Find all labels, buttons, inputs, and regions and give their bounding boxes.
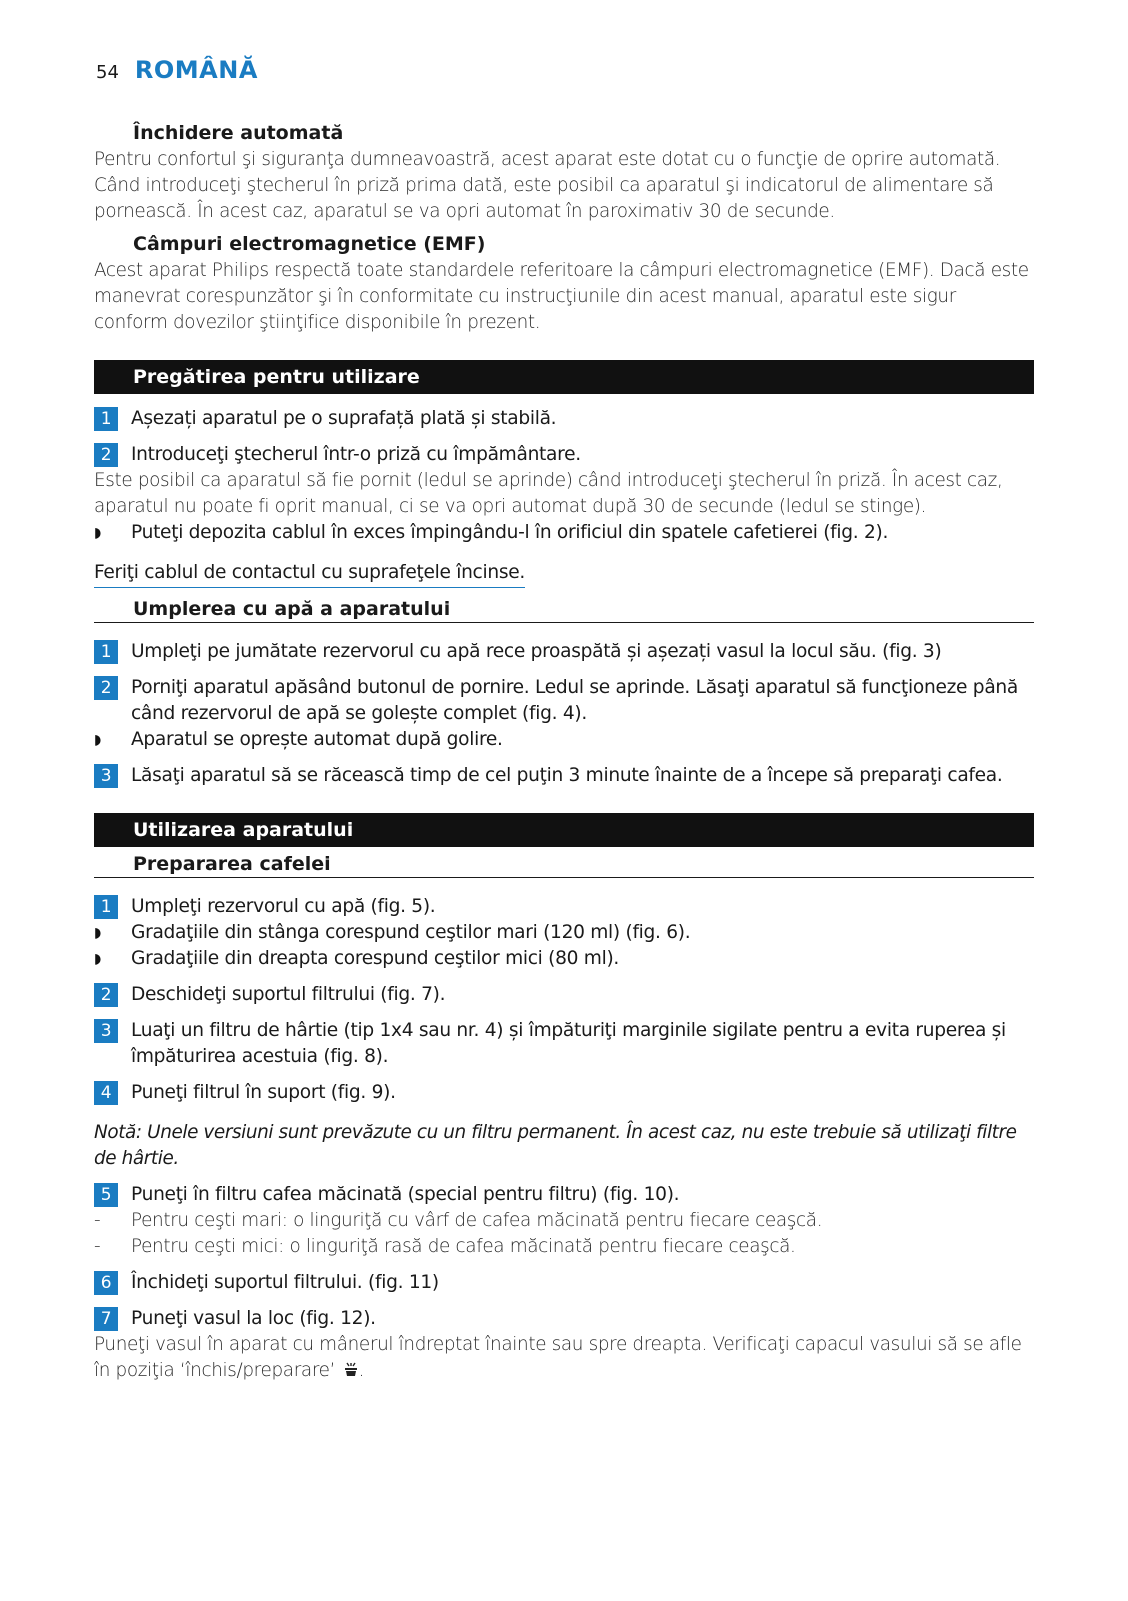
paragraph-auto-off: Pentru confortul şi siguranţa dumneavoastră, acest aparat este dotat cu o funcţie de oprire automată. Când introduceţi ştecherul în priză prima dată, este posibil ca aparatul şi indicatorul de alimentare să pornească. În acest caz, aparatul se va opri automat în paroximativ 30 de secunde.	[94, 149, 1001, 222]
step-number: 1	[94, 895, 118, 919]
heading-coffee-brewing: Prepararea cafelei	[94, 851, 1034, 878]
step-number: 7	[94, 1307, 118, 1331]
step-number: 1	[94, 407, 118, 431]
step-number: 6	[94, 1271, 118, 1295]
language-title: ROMÂNĂ	[134, 56, 258, 84]
dash-item-small-cups	[94, 1234, 1034, 1260]
fill-bullet	[94, 727, 1034, 753]
heading-fill-water: Umplerea cu apă a aparatului	[94, 596, 1034, 623]
use-step-7	[94, 1306, 1034, 1332]
warning-text: Feriţi cablul de contactul cu suprafeţele încinse.	[94, 560, 525, 588]
final-period: .	[358, 1360, 365, 1381]
bullet-text: Puteţi depozita cablul în exces împingându-l în orificiul din spatele cafetierei (fig. 2).	[131, 522, 889, 543]
page-number: 54	[96, 62, 119, 83]
step-number: 4	[94, 1081, 118, 1105]
bullet-text: Gradaţiile din stânga corespund ceştilor mari (120 ml) (fig. 6).	[131, 922, 691, 943]
use-step-2	[94, 982, 1034, 1008]
bullet-text: Gradaţiile din dreapta corespund ceştilor mici (80 ml).	[131, 948, 620, 969]
step-text: Porniţi aparatul apăsând butonul de pornire. Ledul se aprinde. Lăsaţi aparatul să funcţioneze până când rezervorul de apă se golește complet (fig. 4).	[131, 677, 1018, 724]
dash-item-large-cups	[94, 1208, 1034, 1234]
fill-step-1	[94, 639, 1034, 665]
step-text: Deschideţi suportul filtrului (fig. 7).	[131, 984, 446, 1005]
use-step-1	[94, 894, 1034, 920]
bullet-triangle-icon: ◗	[94, 925, 102, 941]
final-paragraph	[94, 1332, 1034, 1384]
fill-step-2	[94, 675, 1034, 727]
prep-step-2	[94, 442, 1034, 468]
heading-emf: Câmpuri electromagnetice (EMF)	[133, 233, 486, 255]
step-number: 5	[94, 1183, 118, 1207]
use-step-4	[94, 1080, 1034, 1106]
note-paper-filter: Notă: Unele versiuni sunt prevăzute cu un filtru permanent. În acest caz, nu este trebuie să utilizaţi filtre de hârtie.	[94, 1122, 1017, 1169]
prep-paragraph: Este posibil ca aparatul să fie pornit (ledul se aprinde) când introduceţi ştecherul în priză. În acest caz, aparatul nu poate fi oprit manual, ci se va opri automat după 30 de secunde (ledul se stinge).	[94, 470, 1003, 517]
step-text: Umpleţi pe jumătate rezervorul cu apă rece proaspătă și așezați vasul la locul său. (fig. 3)	[131, 641, 942, 662]
step-text: Introduceţi ştecherul într-o priză cu împământare.	[131, 444, 581, 465]
bullet-text: Aparatul se oprește automat după golire.	[131, 729, 503, 750]
section-bar-preparation: Pregătirea pentru utilizare	[94, 360, 1034, 394]
dash-text: Pentru ceşti mari: o linguriţă cu vârf de cafea măcinată pentru fiecare ceaşcă.	[131, 1210, 823, 1231]
step-number: 2	[94, 443, 118, 467]
use-step-3	[94, 1018, 1034, 1070]
page-content	[94, 120, 1034, 1384]
step-text: Așezați aparatul pe o suprafață plată și stabilă.	[131, 408, 557, 429]
step-text: Umpleţi rezervorul cu apă (fig. 5).	[131, 896, 436, 917]
heading-auto-off: Închidere automată	[133, 122, 344, 144]
step-text: Lăsaţi aparatul să se răcească timp de cel puţin 3 minute înainte de a începe să preparaţi cafea.	[131, 765, 1003, 786]
step-text: Puneţi vasul la loc (fig. 12).	[131, 1308, 376, 1329]
paragraph-emf: Acest aparat Philips respectă toate standardele referitoare la câmpuri electromagnetice (EMF). Dacă este manevrat corespunzător şi în conformitate cu instrucţiunile din acest manual, aparatul este sigur conform dovezilor ştiinţifice disponibile în prezent.	[94, 260, 1029, 333]
step-number: 3	[94, 764, 118, 788]
bullet-triangle-icon: ◗	[94, 951, 102, 967]
step-text: Puneţi în filtru cafea măcinată (special pentru filtru) (fig. 10).	[131, 1184, 680, 1205]
use-step-6	[94, 1270, 1034, 1296]
step-text: Puneţi filtrul în suport (fig. 9).	[131, 1082, 396, 1103]
prep-bullet	[94, 520, 1034, 546]
section-bar-usage: Utilizarea aparatului	[94, 813, 1034, 847]
use-bullet-2	[94, 946, 1034, 972]
use-step-5	[94, 1182, 1034, 1208]
bullet-triangle-icon: ◗	[94, 732, 102, 748]
dash-marker: -	[94, 1236, 101, 1257]
prep-step-1	[94, 406, 1034, 432]
page-header	[96, 56, 258, 90]
brew-position-icon	[343, 1362, 359, 1378]
dash-marker: -	[94, 1210, 101, 1231]
step-number: 2	[94, 676, 118, 700]
step-text: Închideţi suportul filtrului. (fig. 11)	[131, 1272, 439, 1293]
use-bullet-1	[94, 920, 1034, 946]
final-text: Puneţi vasul în aparat cu mânerul îndreptat înainte sau spre dreapta. Verificaţi capacul vasului să se afle în poziţia ‘închis/preparare’	[94, 1334, 1022, 1381]
bullet-triangle-icon: ◗	[94, 525, 102, 541]
dash-text: Pentru ceşti mici: o linguriţă rasă de cafea măcinată pentru fiecare ceaşcă.	[131, 1236, 796, 1257]
step-number: 1	[94, 640, 118, 664]
step-number: 2	[94, 983, 118, 1007]
fill-step-3	[94, 763, 1034, 789]
step-text: Luaţi un filtru de hârtie (tip 1x4 sau nr. 4) și împăturiţi marginile sigilate pentru a evita ruperea și împăturirea acestuia (fig. 8).	[131, 1020, 1006, 1067]
step-number: 3	[94, 1019, 118, 1043]
